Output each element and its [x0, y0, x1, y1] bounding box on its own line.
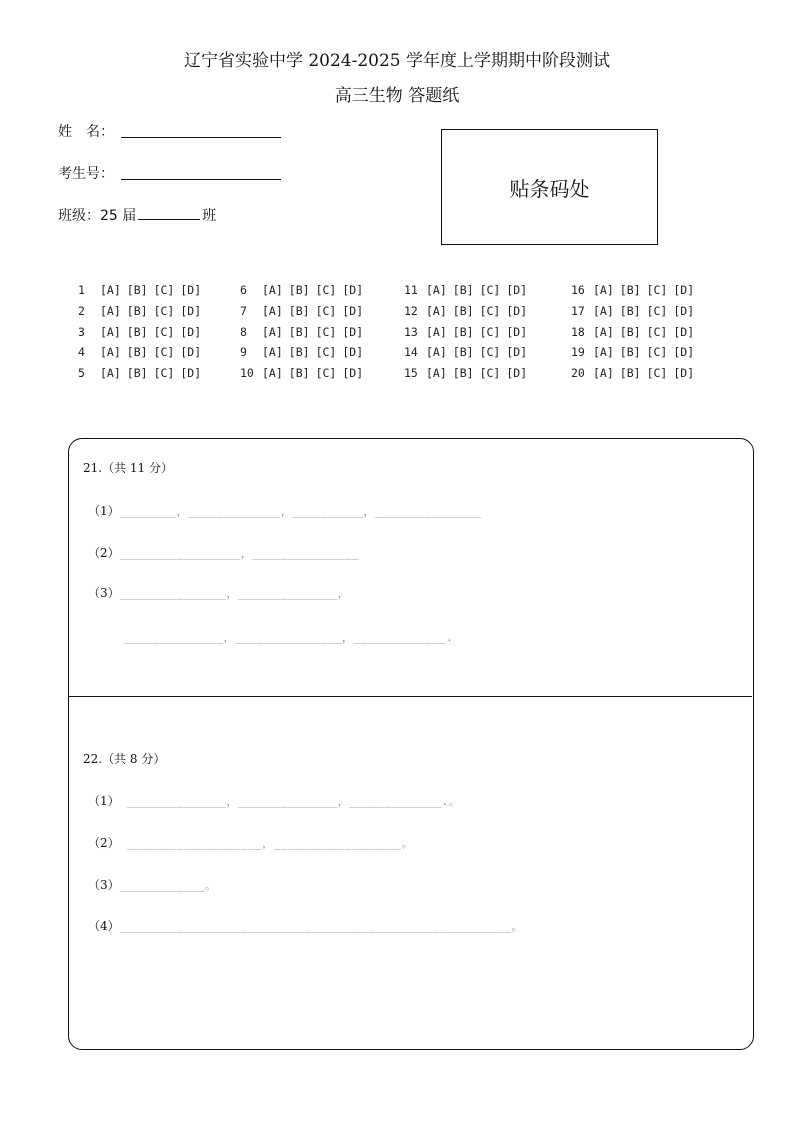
mc-option-b[interactable]: [B]	[288, 283, 310, 297]
mc-option-b[interactable]: [B]	[452, 324, 474, 339]
mc-question-1	[78, 280, 207, 301]
mc-question-11	[404, 280, 533, 301]
mc-option-a[interactable]: [A]	[426, 345, 447, 360]
q22-line-3-label: （3）	[88, 878, 120, 892]
mc-option-c[interactable]: [C]	[315, 324, 337, 339]
section-divider	[68, 696, 752, 697]
mc-option-a[interactable]: [A]	[426, 324, 447, 339]
mc-option-a[interactable]: [A]	[100, 324, 121, 339]
mc-option-d[interactable]: [D]	[180, 345, 202, 360]
mc-question-number: 12	[404, 303, 418, 318]
mc-option-a[interactable]: [A]	[426, 366, 447, 381]
mc-question-number: 5	[78, 366, 85, 381]
mc-question-7	[240, 301, 369, 322]
mc-option-a[interactable]: [A]	[426, 283, 447, 297]
mc-option-c[interactable]: [C]	[315, 303, 337, 318]
mc-option-d[interactable]: [D]	[506, 303, 528, 318]
mc-option-c[interactable]: [C]	[153, 366, 175, 381]
q21-line-2-blanks[interactable]: _________________，_______________	[119, 547, 360, 560]
mc-column-4	[571, 280, 700, 384]
mc-question-number: 15	[404, 366, 418, 381]
mc-option-d[interactable]: [D]	[673, 324, 695, 339]
mc-column-3	[404, 280, 533, 384]
mc-option-a[interactable]: [A]	[593, 345, 614, 360]
mc-option-b[interactable]: [B]	[288, 303, 310, 318]
mc-option-c[interactable]: [C]	[479, 303, 501, 318]
mc-question-12	[404, 301, 533, 322]
q21-line-1-label: （1）	[88, 504, 120, 518]
q22-line-3[interactable]	[88, 876, 217, 893]
class-suffix: 班	[202, 208, 217, 224]
mc-option-a[interactable]: [A]	[262, 324, 283, 339]
answer-frame	[68, 438, 754, 1050]
mc-option-d[interactable]: [D]	[342, 283, 364, 297]
mc-question-5	[78, 363, 207, 384]
mc-option-b[interactable]: [B]	[452, 366, 474, 381]
mc-question-18	[571, 322, 700, 343]
mc-option-b[interactable]: [B]	[288, 324, 310, 339]
mc-option-c[interactable]: [C]	[153, 303, 175, 318]
mc-option-c[interactable]: [C]	[315, 283, 337, 297]
mc-question-16	[571, 280, 700, 301]
mc-option-c[interactable]: [C]	[153, 345, 175, 360]
mc-column-1	[78, 280, 207, 384]
q21-line-1-blanks[interactable]: ________，_____________，__________，_______________	[119, 505, 482, 518]
mc-option-d[interactable]: [D]	[342, 324, 364, 339]
exam-number-field[interactable]	[121, 179, 281, 180]
mc-question-15	[404, 363, 533, 384]
q22-title: 22.（共 8 分）	[83, 752, 166, 766]
q22-line-1-blanks[interactable]: ______________，______________，_____________.。	[119, 795, 461, 808]
mc-question-number: 3	[78, 324, 85, 339]
mc-option-d[interactable]: [D]	[180, 366, 202, 381]
name-field[interactable]	[121, 137, 281, 138]
q21-line-4-blanks[interactable]: ______________，_______________，_____________.	[124, 631, 454, 644]
mc-question-14	[404, 342, 533, 363]
mc-question-number: 20	[571, 366, 585, 381]
q22-line-1-label: （1）	[88, 794, 120, 808]
mc-option-a[interactable]: [A]	[100, 345, 121, 360]
mc-option-d[interactable]: [D]	[673, 303, 695, 318]
mc-option-b[interactable]: [B]	[288, 345, 310, 360]
mc-option-a[interactable]: [A]	[593, 283, 614, 297]
mc-option-d[interactable]: [D]	[342, 303, 364, 318]
name-label: 姓 名：	[58, 124, 114, 140]
mc-option-c[interactable]: [C]	[479, 366, 501, 381]
q21-line-1[interactable]	[88, 502, 482, 519]
barcode-area	[441, 129, 658, 245]
mc-question-number: 7	[240, 303, 247, 318]
mc-option-d[interactable]: [D]	[342, 345, 364, 360]
mc-option-c[interactable]: [C]	[479, 324, 501, 339]
mc-option-b[interactable]: [B]	[619, 366, 641, 381]
mc-option-b[interactable]: [B]	[452, 345, 474, 360]
mc-option-b[interactable]: [B]	[619, 324, 641, 339]
mc-option-d[interactable]: [D]	[506, 283, 528, 297]
mc-question-6	[240, 280, 369, 301]
class-label	[58, 205, 216, 225]
mc-option-c[interactable]: [C]	[315, 345, 337, 360]
mc-option-a[interactable]: [A]	[262, 283, 283, 297]
mc-question-number: 1	[78, 283, 85, 297]
mc-question-number: 18	[571, 324, 585, 339]
mc-question-number: 13	[404, 324, 418, 339]
mc-option-d[interactable]: [D]	[506, 366, 528, 381]
q21-line-3-label: （3）	[88, 586, 120, 600]
mc-question-number: 16	[571, 283, 585, 297]
mc-option-c[interactable]: [C]	[646, 345, 668, 360]
mc-question-number: 8	[240, 324, 247, 339]
mc-option-a[interactable]: [A]	[593, 324, 614, 339]
mc-option-a[interactable]: [A]	[426, 303, 447, 318]
mc-option-d[interactable]: [D]	[180, 303, 202, 318]
mc-question-19	[571, 342, 700, 363]
mc-option-b[interactable]: [B]	[126, 324, 148, 339]
mc-question-3	[78, 322, 207, 343]
mc-question-number: 10	[240, 366, 254, 381]
q21-title: 21.（共 11 分）	[83, 461, 173, 475]
mc-option-b[interactable]: [B]	[126, 366, 148, 381]
mc-option-a[interactable]: [A]	[100, 283, 121, 297]
mc-option-b[interactable]: [B]	[288, 366, 310, 381]
mc-option-c[interactable]: [C]	[153, 283, 175, 297]
mc-option-c[interactable]: [C]	[646, 303, 668, 318]
q22-line-2-label: （2）	[88, 836, 120, 850]
q21-line-2[interactable]	[88, 544, 359, 561]
mc-question-10	[240, 363, 369, 384]
mc-option-d[interactable]: [D]	[180, 283, 202, 297]
q22-line-1[interactable]	[88, 792, 460, 809]
q21-line-3-blanks[interactable]: _______________，______________，	[119, 587, 350, 600]
q21-line-3[interactable]	[88, 584, 349, 601]
mc-option-c[interactable]: [C]	[646, 324, 668, 339]
mc-option-b[interactable]: [B]	[619, 345, 641, 360]
mc-question-number: 9	[240, 345, 247, 360]
mc-option-b[interactable]: [B]	[619, 303, 641, 318]
mc-option-c[interactable]: [C]	[315, 366, 337, 381]
mc-question-number: 11	[404, 283, 418, 297]
barcode-label: 贴条码处	[509, 176, 590, 201]
mc-question-9	[240, 342, 369, 363]
mc-option-a[interactable]: [A]	[593, 366, 614, 381]
mc-option-d[interactable]: [D]	[342, 366, 364, 381]
mc-option-b[interactable]: [B]	[619, 283, 641, 297]
mc-question-8	[240, 322, 369, 343]
mc-option-d[interactable]: [D]	[180, 324, 202, 339]
exam-title: 辽宁省实验中学 2024-2025 学年度上学期期中阶段测试	[183, 51, 611, 71]
mc-option-b[interactable]: [B]	[452, 283, 474, 297]
q22-line-2-blanks[interactable]: ___________________，__________________。	[119, 837, 414, 850]
mc-option-c[interactable]: [C]	[479, 345, 501, 360]
mc-option-b[interactable]: [B]	[126, 303, 148, 318]
mc-option-d[interactable]: [D]	[673, 345, 695, 360]
exam-number-label: 考生号：	[58, 166, 114, 182]
mc-question-number: 6	[240, 283, 247, 297]
q22-line-3-blanks[interactable]: ____________。	[119, 879, 217, 892]
mc-option-a[interactable]: [A]	[100, 366, 121, 381]
mc-option-c[interactable]: [C]	[646, 366, 668, 381]
mc-option-a[interactable]: [A]	[593, 303, 614, 318]
mc-option-a[interactable]: [A]	[262, 303, 283, 318]
mc-question-2	[78, 301, 207, 322]
mc-option-c[interactable]: [C]	[646, 283, 668, 297]
mc-option-a[interactable]: [A]	[262, 366, 283, 381]
mc-option-b[interactable]: [B]	[452, 303, 474, 318]
mc-option-d[interactable]: [D]	[506, 324, 528, 339]
mc-question-20	[571, 363, 700, 384]
mc-option-d[interactable]: [D]	[673, 366, 695, 381]
class-prefix: 班级：25 届	[58, 208, 137, 224]
q22-line-4[interactable]	[88, 917, 523, 934]
subject-title: 高三生物 答题纸	[334, 86, 460, 106]
q22-line-4-blanks[interactable]: _______________________________________________________。	[119, 920, 523, 933]
mc-question-number: 19	[571, 345, 585, 360]
mc-option-a[interactable]: [A]	[262, 345, 283, 360]
mc-option-a[interactable]: [A]	[100, 303, 121, 318]
mc-option-b[interactable]: [B]	[126, 283, 148, 297]
mc-option-d[interactable]: [D]	[506, 345, 528, 360]
mc-option-d[interactable]: [D]	[673, 283, 695, 297]
mc-column-2	[240, 280, 369, 384]
mc-option-c[interactable]: [C]	[153, 324, 175, 339]
mc-question-17	[571, 301, 700, 322]
mc-question-number: 4	[78, 345, 85, 360]
mc-option-b[interactable]: [B]	[126, 345, 148, 360]
mc-question-number: 2	[78, 303, 85, 318]
q21-line-4[interactable]	[124, 629, 453, 645]
mc-option-c[interactable]: [C]	[479, 283, 501, 297]
q22-line-4-label: （4）	[88, 919, 120, 933]
mc-question-13	[404, 322, 533, 343]
mc-question-number: 17	[571, 303, 585, 318]
q22-line-2[interactable]	[88, 834, 413, 851]
class-field[interactable]	[138, 219, 200, 220]
mc-question-number: 14	[404, 345, 418, 360]
mc-question-4	[78, 342, 207, 363]
q21-line-2-label: （2）	[88, 546, 120, 560]
